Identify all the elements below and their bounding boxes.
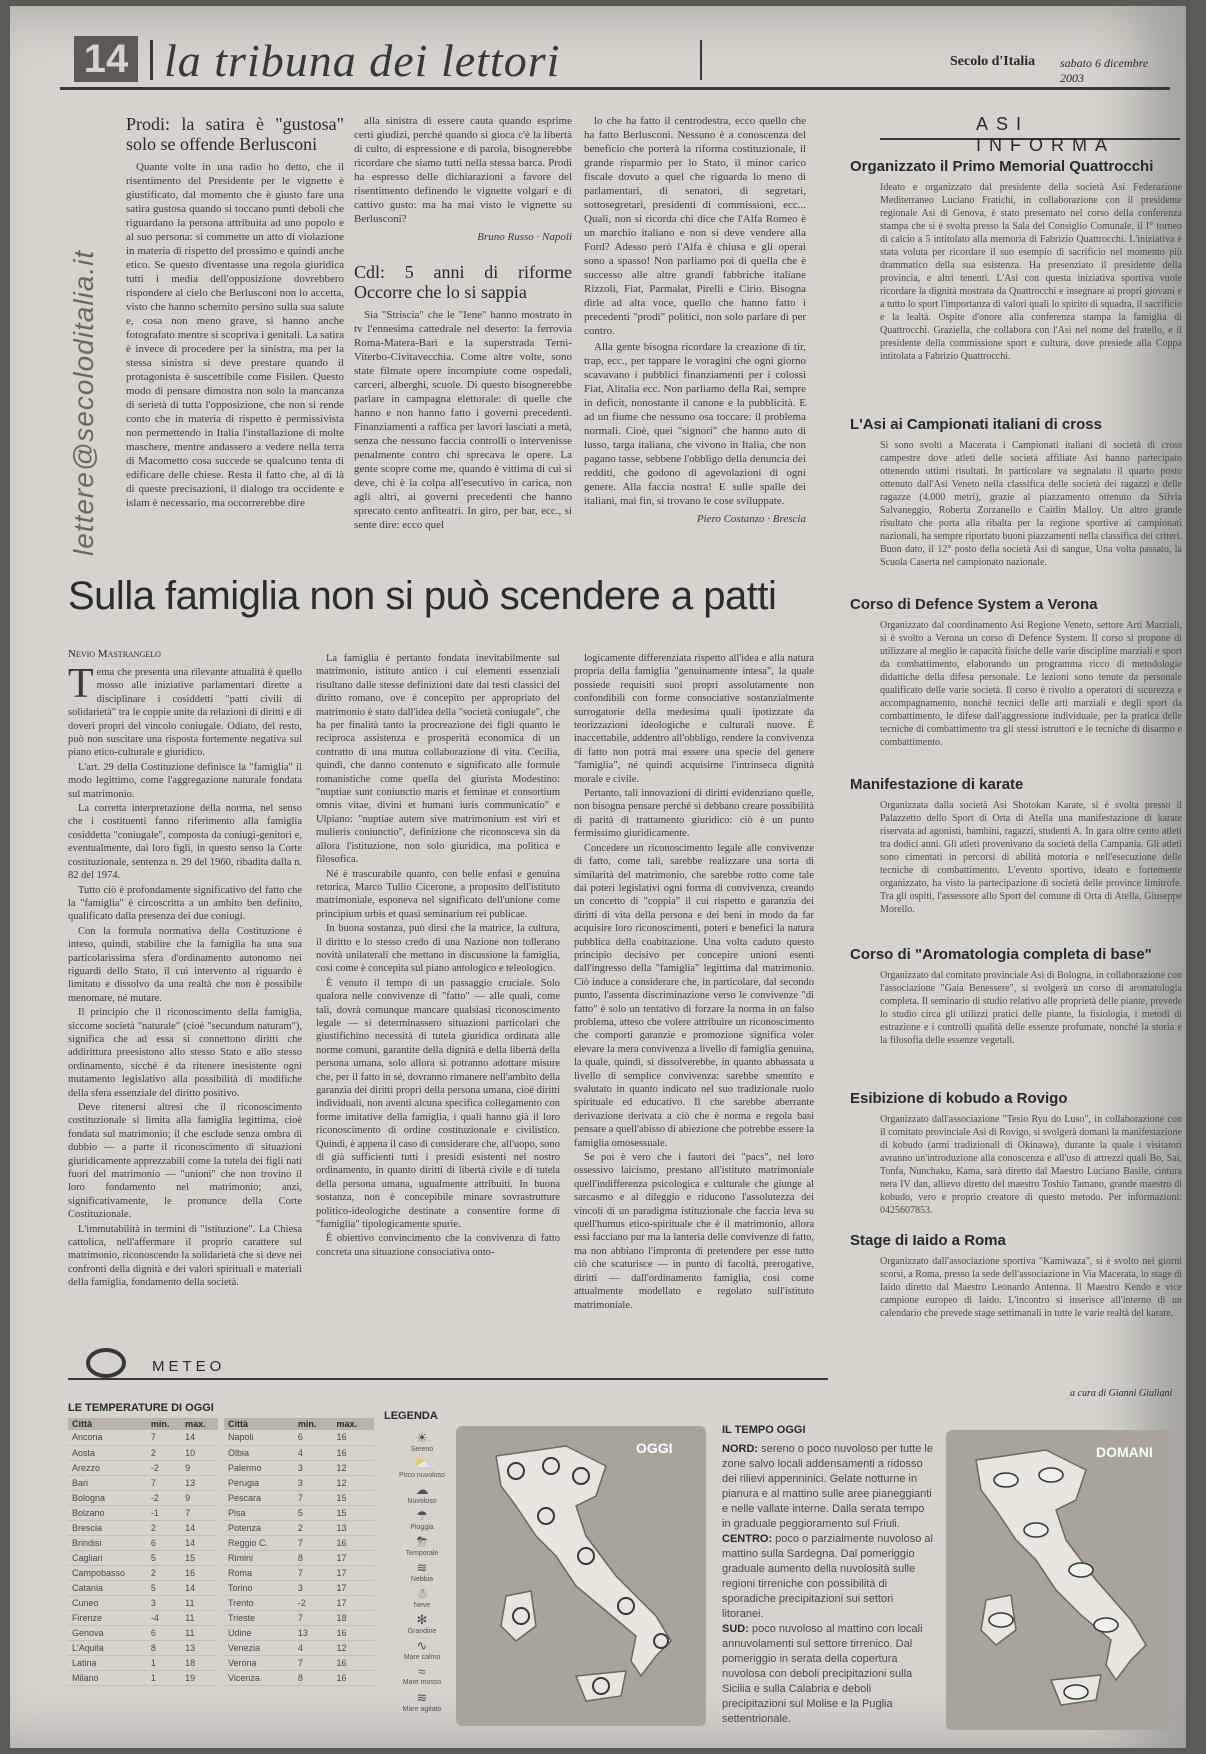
weather-symbol-icon: ☁ [415,1482,429,1497]
temperature-row [68,1565,218,1580]
asi-item-memorial [850,158,1186,406]
temperature-row [224,1445,374,1460]
asi-header [880,106,1180,155]
temp-max: 19 [181,1670,218,1685]
temp-min: -4 [147,1610,181,1625]
temp-max: 18 [181,1655,218,1670]
temp-max: 13 [181,1640,218,1655]
temperature-row [224,1610,374,1625]
temp-city: Roma [224,1565,294,1580]
temperatures-table-left [68,1418,218,1686]
forecast-sud: poco nuvoloso al mattino con locali annuvolamenti sul settore tirrenico. Dal pomeriggio in serata della copertura nuvolosa con deboli precipitazioni sulla Sicilia e sulla Calabria e deboli precipitazioni sul Molise e la Puglia settentrionale. [722,1623,923,1725]
temp-min: 3 [294,1475,333,1490]
article-paragraph: Pertanto, tali innovazioni di diritti evidenziano quelle, non bisogna pensare perché si debbano creare possibilità di parità di trattamento giuridico: ciò è un punto fermissimo giuridicamente. [574,788,814,840]
col-min: min. [147,1418,181,1430]
asi-item-title: Stage di Iaido a Roma [850,1232,1006,1249]
temp-city: Catania [68,1580,147,1595]
letter-signature: Piero Costanzo · Brescia [696,513,806,525]
issue-date: sabato 6 dicembre 2003 [1060,56,1149,85]
temp-max: 15 [332,1505,374,1520]
letter-body: Quante volte in una radio ho detto, che il risentimento del Presidente per le vignette è giustificato, dal momento che è giusto fare una satira gustosa quando si toccano punti deboli che riguardano la persona attribuita ad uno popolo e al suo persona: si commette un atto di violazione in materia di rispetto del prossimo e quindi anche etico. Se questo diventasse una regola giuridica tutti i media dell'opposizione dovrebbero rispondere al cielo che Berlusconi non lo accetta, visto che hanno schernito persino sulla sua salute e, cosa non meno grave, si hanno anche fotografato mentre si scopriva i genitali. La satira è invece di procedere per la sinistra, ma per la stessa sinistra si deve prestare quando il protagonista è suscettibile come Fisilen. Questo modo di pensare dimostra non solo la mancanza di serietà di tutta l'opposizione, che non si rende conto che in materia di rispetto è permissivista non permettendo in Italia l'installazione di molte maschere, mentre andassero a vedere nella terra di Macometto cosa succede se qualcuno tenta di edificare delle chiese. Resta il fatto che, al di là di queste precisazioni, il dialogo tra occidente e islam è necessario, ma occorrerebbe dire [126,161,344,509]
letter-prodi [126,114,344,558]
temp-city: Latina [68,1655,147,1670]
weather-map-today [456,1426,706,1726]
legend-label: Sereno [410,1446,434,1453]
forecast-nord-label: NORD: [722,1443,759,1455]
temperature-row [68,1490,218,1505]
forecast-sud-label: SUD: [722,1623,749,1635]
temp-min: 3 [294,1580,333,1595]
temp-max: 16 [332,1445,374,1460]
temp-min: 7 [147,1430,181,1445]
legend-label: Mare agitato [402,1706,442,1713]
temp-min: -1 [147,1505,181,1520]
temp-max: 9 [181,1460,218,1475]
temperatures-title: LE TEMPERATURE DI OGGI [68,1402,214,1414]
temp-min: 4 [294,1445,333,1460]
article-paragraph: Deve ritenersi altresì che il riconoscimento costituzionale si limita alla famiglia legittima, cioè fondata sul matrimonio; il che esclude senza ombra di dubbio — a parte il riconoscimento di situazioni giuridicamente apprezzabili come la tutela dei figli nati fuori del matrimonio — "unioni" che non trovino il loro fondamento nel matrimonio; anzi, significativamente, le pronunce della Corte Costituzionale. [68,1102,302,1221]
temp-max: 17 [332,1595,374,1610]
temp-city: Napoli [224,1430,294,1445]
temp-max: 9 [181,1490,218,1505]
temp-max: 14 [181,1520,218,1535]
legend-item [394,1560,450,1583]
col-max: max. [332,1418,374,1430]
letter-body: Alla gente bisogna ricordare la creazione di tir, trap, ecc., per tappare le voragini che ogni giorno scavavano i pubblici finanziamenti per i colossi Fiat, Alitalia ecc. Non parliamo della Rai, sempre in deficit, nonostante il canone e la pubblicità. E ad un fiume che nessuno osa toccare: il problema normali. Cioè, quei "signori" che hanno auto di lusso, targa italiana, che vivono in Italia, che non pagano tasse, sebbene l'obbligo della denuncia dei redditi, che godono di agevolazioni di ogni genere. Alla faccia nostra! E sulle spalle dei italiani, mai fin, si trovano le cose sviluppate. [584,341,806,507]
temp-min: 8 [147,1640,181,1655]
temperature-row [68,1580,218,1595]
asi-item-text: Ideato e organizzato dal presidente della società Asi Federazione Mediterraneo Luciano Fratichi, in collaborazione con il presidente regionale Asi di Genova, è stato presentato nel corso della conferenza stampa che si è svolta presso la Sala del Consiglio Comunale, il I° torneo di calcio a 5 intitolato alla memoria di Fabrizio Quattrocchi. L'iniziativa è stata voluta per ricordare il suo esempio di sacrificio nel momento più drammatico della sua esistenza. Ha presenziato il presidente della provincia, e altri tenenti. L'Asi con questa iniziativa sportiva vuole ricordare la dignità mostrata da Quattrocchi e insegnare ai propri giovani e a tutto lo sport l'importanza di valori quali lo spirito di squadra, il sacrificio e la lealtà. Ospite d'onore alla conferenza stampa la famiglia di Quattrocchi. Graziella, che collabora con l'Asi nel nome del fratello, e il presidente della commissione sport e cultura, dove presiede alla Coppa intitolata a Fabrizio Quattrocchi. [880,182,1182,362]
page-number: 14 [74,36,138,82]
asi-item-title: Corso di Defence System a Verona [850,596,1098,613]
temperature-row [68,1505,218,1520]
legend-label: Grandine [407,1628,437,1635]
temperature-row [68,1520,218,1535]
article-paragraph: In buona sostanza, può dirsi che la matrice, la cultura, il diritto e lo stesso credo di una Nazione non tollerano novità unilaterali che mettano in discussione la famiglia, così come è concepita sul piano antologico e teleologico. [316,923,560,975]
temp-min: 3 [147,1595,181,1610]
temp-city: Brindisi [68,1535,147,1550]
article-paragraph: logicamente differenziata rispetto all'idea e alla natura propria della famiglia "genuinamente intesa", la quale possiede requisiti suoi propri assolutamente non confondibili con forme consociative sostanzialmente surrogatorie della medesima quali ipotizzate da teorizzazioni ideologiche e culturali nuove. È inaccettabile, addentro all'obbligo, rendere la convivenza di fatto non potrà mai essere una specie del genere "famiglia", né quindi acquisirne l'intrinseca dignità morale e civile. [574,653,814,785]
weather-symbol-icon: ☀ [416,1430,428,1445]
forecast-text [722,1442,934,1727]
letters-email: lettere@secoloditalia.it [68,249,99,556]
temperature-row [68,1460,218,1475]
meteo-header [68,1358,828,1380]
temp-max: 12 [332,1475,374,1490]
temp-min: 6 [147,1625,181,1640]
temperature-row [224,1430,374,1445]
temp-max: 12 [332,1640,374,1655]
meteo-title: METEO [152,1358,226,1375]
temp-min: 2 [147,1520,181,1535]
temp-max: 13 [332,1520,374,1535]
article-paragraph: Se poi è vero che i fautori dei "pacs", nel loro ossessivo laicismo, prestano all'istituto matrimoniale quell'indifferenza psicologica e culturale che giunge al sarcasmo e al dileggio e riducono l'assolutezza dei vincoli di un paradigma istituzionale che faccia leva su quell'humus etico-spirituale che è il matrimonio, allora essi facciano pur ma la lanteria delle convivenze di fatto, ma non abbiano l'impronta di pretendere per esse tutto ciò che scaturisce — in punto di facoltà, prerogative, diritti — dall'ordinamento famiglia, così come attualmente modellato e regolato sull'istituto matrimoniale. [574,1152,814,1311]
asi-item-kobudo [850,1090,1186,1222]
temp-max: 16 [332,1535,374,1550]
map-today-label: OGGI [636,1440,673,1456]
temp-max: 17 [332,1565,374,1580]
asi-item-aromatologia [850,946,1186,1078]
temp-city: Palermo [224,1460,294,1475]
temp-max: 14 [181,1580,218,1595]
temperature-row [68,1670,218,1685]
temp-city: Campobasso [68,1565,147,1580]
temp-min: 7 [294,1610,333,1625]
legend-item [394,1638,450,1661]
temp-min: 5 [147,1550,181,1565]
weather-symbol-icon: ≋ [416,1560,428,1575]
temp-min: 2 [147,1565,181,1580]
temp-city: Rimini [224,1550,294,1565]
temp-max: 14 [181,1535,218,1550]
article-paragraph: La famiglia è pertanto fondata inevitabilmente sul matrimonio, istituto antico i cui elementi essenziali risultano dalle stesse definizioni date dai testi classici del diritto romano, ove è concepito per appropriato del matrimonio è stato dall'idea della "società coniugale", che ha per finalità tanto la procreazione dei figli quanto le reciproca assistenza e prosperità economica di un contratto di una mutua collaborazione di vita. Cecilia, quindi, che danno contenuto e significato alle formule romanistiche come quella del giurista Modestino: "nuptiae sunt coniunctio maris et feminae et consortium omnis vitae, divini et humani iuris communicatio" e Ulpiano: "nuptiae autem sive matrimonium est viri et mulieris coniunctio", definizione che riconosceva sin da allora l'istituzione, non solo giuridica, ma politica e filosofica. [316,653,560,866]
temp-city: Trento [224,1595,294,1610]
temperature-row [224,1505,374,1520]
temp-city: Milano [68,1670,147,1685]
asi-credits: a cura di Gianni Giuliani [1070,1388,1173,1399]
temp-min: 2 [294,1520,333,1535]
asi-item-title: L'Asi ai Campionati italiani di cross [850,416,1102,433]
weather-map-tomorrow [946,1430,1174,1730]
italy-map-tomorrow [946,1430,1174,1730]
temp-max: 16 [332,1625,374,1640]
map-tomorrow-label: DOMANI [1096,1444,1153,1460]
main-headline: Sulla famiglia non si può scendere a patti [68,574,777,618]
temperature-row [68,1625,218,1640]
temp-max: 16 [332,1430,374,1445]
temp-max: 16 [332,1670,374,1685]
temp-city: Brescia [68,1520,147,1535]
legend-label: Nuvoloso [407,1498,437,1505]
temp-city: Firenze [68,1610,147,1625]
asi-item-cross [850,416,1186,586]
letter-signature: Bruno Russo · Napoli [477,231,572,243]
temp-max: 11 [181,1595,218,1610]
italy-map-today [456,1426,706,1726]
temp-city: Cuneo [68,1595,147,1610]
temp-min: 7 [294,1565,333,1580]
weather-symbol-icon: ☃ [416,1586,428,1601]
asi-item-title: Manifestazione di karate [850,776,1024,793]
temp-city: Torino [224,1580,294,1595]
temperature-row [224,1475,374,1490]
forecast-centro-label: CENTRO: [722,1533,773,1545]
temp-min: 6 [147,1535,181,1550]
temperature-row [224,1625,374,1640]
temp-city: Pisa [224,1505,294,1520]
temperature-row [68,1445,218,1460]
legend-item [394,1534,450,1557]
temp-min: 13 [294,1625,333,1640]
legend-title: LEGENDA [384,1410,438,1422]
temperature-row [68,1640,218,1655]
weather-symbol-icon: ≋ [416,1690,428,1705]
legend-item [394,1430,450,1453]
temp-city: Bologna [68,1490,147,1505]
temp-max: 15 [181,1550,218,1565]
temp-min: -2 [147,1460,181,1475]
article-column-3 [574,652,814,1346]
article-paragraph: Tutto ciò è profondamente significativo del fatto che la "famiglia" è circoscritta a un ambito ben definito, qualificato dalla presenza dei due coniugi. [68,884,302,923]
newspaper-name: Secolo d'Italia [950,54,1036,69]
legend-label: Temporale [405,1550,439,1557]
temperature-row [224,1550,374,1565]
legend-item [394,1664,450,1686]
asi-informa-column [850,106,1186,1446]
asi-item-text: Organizzato dall'associazione "Tesio Ryu do Luso", in collaborazione con il comitato provinciale Asi di Rovigo, si svolgerà domani la manifestazione di kobudo (armi tradizionali di Okinawa), durante la quale i visitatori avranno un'introduzione alla conoscenza e all'uso di attrezzi quali Bo, Sai, Tonfa, Nunchaku, Kama, sarà diretto dal Maestro Luciano Basile, cintura nera IV dan, allievo diretto del maestro Toshio Tamano, grande maestro di kobudo, vero e proprio creatore di questo metodo. Per informazioni: 0425607853. [880,1114,1182,1216]
legend-item [394,1482,450,1505]
temperature-row [224,1670,374,1685]
temp-max: 15 [332,1490,374,1505]
temperature-row [224,1535,374,1550]
weather-symbol-icon: ⛈ [416,1534,428,1549]
article-paragraph: Il principio che il riconoscimento della famiglia, siccome società "naturale" (cioè "secundum naturam"), significa che ad essa si connettono diritti che addirittura preesistono allo stesso Stato e allo stesso ordinamento, sicché è da ritenere inesistente ogni mutamento legislativo alla possibilità di modifiche della sfera essenziale del diritto positivo. [68,1007,302,1099]
asi-item-text: Si sono svolti a Macerata i Campionati italiani di società di cross campestre dove atleti delle società affiliate Asi hanno partecipato ottenendo ottimi risultati. In particolare va segnalato il quarto posto ottenuto dall'Asi Veneto nella classifica delle società dei ragazzi e delle ragazze (4.000 metri), grazie al piazzamento ottenuto da Silvia Salvaneggio, Roberta Zorzanello e Caitlin Malloy. Un altro grande risultato che porta alla ribalta per la regione sportive ai campionati nazionali, ha sempre riportato buoni piazzamenti nella classifica dei criteri. Buon dato, il 12° posto della società Asi di sangue, Una volta passato, la Scuola Caserta nel campionato nazionale. [880,440,1182,568]
temp-max: 14 [181,1430,218,1445]
drop-cap: T [68,666,94,707]
weather-symbol-icon: ✻ [416,1612,428,1627]
temperature-row [68,1475,218,1490]
temp-max: 16 [332,1655,374,1670]
temp-min: 7 [294,1535,333,1550]
temp-city: Bolzano [68,1505,147,1520]
article-paragraph: La corretta interpretazione della norma, nel senso che i costituenti fanno riferimento alla famiglia cosiddetta "coniugale", composta da coniugi-genitori e, eventualmente, dai loro figli, in questo senso la Corte costituzionale, sentenza n. 29 del 1960, ribadita dalla n. 82 del 1974. [68,803,302,882]
letter-continuation: alla sinistra di essere cauta quando esprime certi giudizi, perché quando si gioca c'è la libertà di culto, di espressione e di parola, bisognerebbe ricordare che siamo tutti nella stessa barca. Prodi ha espresso delle dichiarazioni a favore del risentimento definendo le vignette volgari e di cattivo gusto: ma ha mai visto le vignette su Berlusconi? [354,115,572,225]
temp-city: Venezia [224,1640,294,1655]
letter-headline: Cdl: 5 anni di riforme Occorre che lo si sappia [354,262,572,302]
col-min: min. [294,1418,333,1430]
article-column-1 [68,666,302,1346]
legend-label: Nebbia [410,1576,434,1583]
forecast-centro: poco o parzialmente nuvoloso al mattino sulla Sardegna. Dal pomeriggio graduale aumento della nuvolosità sulle regioni tirreniche con possibilità di sporadiche precipitazioni sui settori litoranei. [722,1533,933,1620]
temp-city: Pescara [224,1490,294,1505]
legend-label: Poco nuvoloso [399,1472,445,1479]
weather-symbol-icon: ☂ [416,1508,428,1523]
temp-city: Arezzo [68,1460,147,1475]
temp-min: 3 [294,1460,333,1475]
weather-symbol-icon: ∿ [416,1638,428,1653]
temperature-row [68,1595,218,1610]
temp-city: Verona [224,1655,294,1670]
temp-max: 11 [181,1610,218,1625]
masthead [60,32,1170,90]
temp-min: -2 [147,1490,181,1505]
asi-item-text: Organizzato dal comitato provinciale Asi di Bologna, in collaborazione con l'associazione "Gaia Benessere", si svolgerà un corso di aromatologia completa. Il seminario di studio relativo alle proprietà delle piante, prevede lo studio circa gli utilizzi pratici delle piante, la fisiologia, i metodi di estrazione e i controlli qualità delle essenze profumate, nonché la storia e la filosofia delle essenze vegetali. [880,970,1182,1046]
temp-min: 6 [294,1430,333,1445]
temp-max: 18 [332,1610,374,1625]
temperature-row [224,1490,374,1505]
asi-item-karate [850,776,1186,936]
temp-min: 1 [147,1670,181,1685]
legend-item [394,1612,450,1635]
temperature-row [224,1640,374,1655]
temp-max: 17 [332,1550,374,1565]
letter-column-2 [354,114,572,558]
temp-min: 7 [294,1655,333,1670]
temp-max: 11 [181,1625,218,1640]
title-separator-right [700,40,702,80]
letter-column-3 [584,114,806,558]
temp-max: 12 [332,1460,374,1475]
temp-max: 16 [181,1565,218,1580]
asi-item-iaido [850,1232,1186,1372]
article-paragraph: È obiettivo convincimento che la convivenza di fatto concreta una situazione consociativa onto- [316,1233,560,1258]
temp-city: Bari [68,1475,147,1490]
weather-symbol-icon: ⛅ [413,1456,431,1471]
temperature-row [68,1655,218,1670]
temperature-row [68,1430,218,1445]
legend-label: Mare mosso [402,1679,442,1686]
article-paragraph: È venuto il tempo di un passaggio cruciale. Solo qualora nelle convivenze di "fatto" — alle quali, come tali, dovrà comunque mancare qualsiasi riconoscimento legale — si determinassero situazioni particolari che giustifichino necessità di tutela giuridica ordinata alle norme comuni, garantite della dignità e della libertà della persona umana, solo allora si potranno adottare misure che, per il fatto in sé, dovranno rimanere nell'ambito della garanzia dei diritti propri della persona umana, cioè diritti individuali, non aventi alcuna specifica collegamento con forme imitative della famiglia, i quali hanno già il loro riconoscimento di ordine costituzionale e civilistico. Quindi, è appena il caso di considerare che, all'uopo, sono di già sufficienti tutti i presidi esistenti nel nostro ordinamento, in quanto diritti di libertà civile e di tutela della persona umana, ugualmente attribuiti. In buona sostanza, non è concepibile minare sovrastrutture politico-ideologiche destinate a consentire forme di "famiglia" tipologicamente spurie. [316,977,560,1231]
temp-city: Cagliari [68,1550,147,1565]
temperature-row [68,1610,218,1625]
temp-min: 5 [294,1505,333,1520]
legend-label: Pioggia [410,1524,434,1531]
temp-min: 2 [147,1445,181,1460]
temp-city: Genova [68,1625,147,1640]
forecast-title: IL TEMPO OGGI [722,1424,806,1436]
meteo-logo-icon [86,1348,126,1378]
col-max: max. [181,1418,218,1430]
temp-max: 17 [332,1580,374,1595]
title-separator [150,40,153,80]
temp-min: 7 [147,1475,181,1490]
asi-item-text: Organizzato dall'associazione sportiva "Kamiwaza", si è svolto nei giorni scorsi, a Roma, presso la sede dell'associazione in Via Macerata, lo stage di Iaido diretto dal Maestro Leonardo Antenna. Il Maestro Kendo e vice campione europeo di Iaido. L'incontro si inserisce all'interno di un calendario che prevede stage settimanali in tutte le varie realtà del karate. [880,1256,1182,1319]
temp-max: 13 [181,1475,218,1490]
temp-min: 8 [294,1550,333,1565]
weather-symbol-icon: ≈ [418,1664,426,1679]
newspaper-page [10,6,1186,1748]
col-city: Città [68,1418,147,1430]
section-title: la tribuna dei lettori [164,35,561,86]
temp-city: Ancona [68,1430,147,1445]
temp-max: 7 [181,1505,218,1520]
legend-item [394,1456,450,1479]
temperature-row [224,1520,374,1535]
temperature-row [224,1655,374,1670]
legend-label: Mare calmo [403,1654,441,1661]
forecast-nord: sereno o poco nuvoloso per tutte le zone salvo locali addensamenti a ridosso dei rilievi appenninici. Gelate notturne in pianura e al mattino sulle aree pianeggianti e nelle vallate interne. Dalla serata tempo in graduale peggioramento sul Friuli. [722,1443,933,1530]
temp-min: -2 [294,1595,333,1610]
temp-city: Perugia [224,1475,294,1490]
article-paragraph: Né è trascurabile quanto, con belle enfasi e genuina retorica, Marco Tullio Cicerone, a proposito dell'istituto matrimoniale, esponeva nel significato dell'unione come principium urbis et quasi seminarium rei publicae. [316,868,560,920]
temperature-row [224,1565,374,1580]
temp-max: 10 [181,1445,218,1460]
temp-min: 4 [294,1640,333,1655]
temp-min: 7 [294,1490,333,1505]
article-paragraph: L'art. 29 della Costituzione definisce la "famiglia" il modo legittimo, come l'aggregazione naturale fondata sul matrimonio. [68,761,302,800]
asi-item-text: Organizzato dal coordinamento Asi Regione Veneto, settore Arti Marziali, si è svolto a Verona un corso di Defence System. Il corso si propone di utilizzare al meglio le capacità fisiche delle varie discipline marziali e sport da combattimento, elaborando un programma ricco di metodologie didattiche della difesa personale. Le lezioni sono tenute da personale qualificato delle varie società. Il corso è rivolto a operatori di sicurezza e accompagnamento, nonché tecnici delle arti marziali e degli sport da combattimento, le difese dall'aggressione individuale, per la pratica delle tecniche di combattimento tra gli stessi istruttori e le tecniche di disarmo e combattimento. [880,620,1182,748]
temperatures-table-right [224,1418,374,1686]
letter-headline: Prodi: la satira è "gustosa" solo se offende Berlusconi [126,114,344,154]
article-paragraph: ema che presenta una rilevante attualità è quello mosso alle iniziative parlamentari dirette a disciplinare i cosiddetti "patti civili di solidarietà" tra le coppie unite da relazioni di diritti e di doveri propri del vincolo coniugale. Odiato, del resto, può non suscitare una risposta fortemente negativa sul piano etico-culturale e giuridico. [68,667,302,759]
temp-city: Olbia [224,1445,294,1460]
article-paragraph: L'immutabilità in termini di "istituzione". La Chiesa cattolica, nell'affermare il proprio carattere sul matrimonio, riconoscendo la solidarietà che si deve nei confronti della dignità e dei valori spirituali e materiali della famiglia, fondamento della società. [68,1223,302,1289]
asi-item-defence [850,596,1186,764]
letter-body: Sia "Striscia" che le "Iene" hanno mostrato in tv l'ennesima cattedrale nel deserto: la ferrovia Roma-Matera-Bari e la superstrada Terni-Viterbo-Civitavecchia. Come altre volte, sono state filmate opere incompiute come ospedali, carceri, alberghi, scuole. Di questo bisognerebbe parlare in campagna elettorale: di quelle che hanno e non hanno fatto i governi precedenti. Finanziamenti a raffica per lavori lasciati a metà, senza che nessuno faccia controlli o intervenisse penalmente contro chi sprecava le opere. La gente scopre come me, quando è vittima di cui si deve, chi è la colpa all'esecutivo in carica, non agli altri, ai governi precedenti che hanno sprecato cento anfiteatri. In giro, per bar, ecc., si sente dire: ecco quel [354,309,572,531]
asi-item-text: Organizzata dalla società Asi Shotokan Karate, si è svolta presso il Palazzetto dello Sport di Orta di Atella una manifestazione di karate riservata ad agonisti, bambini, ragazzi, studenti A. In gara oltre cento atleti tra dodici anni. Gli atleti provenivano da società della Campania. Gli atleti sono cimentati in percorsi di abilità motoria e nell'esecuzione delle tecniche di combattimento. L'evento sportivo, ideato e fortemente organizzato, ha visto la partecipazione di società delle province limitrofe. Tra gli ospiti, l'assessore allo Sport del comune di Orta di Atella, Giuseppe Morello. [880,800,1182,915]
asi-item-title: Organizzato il Primo Memorial Quattrocchi [850,158,1154,175]
asi-item-title: Esibizione di kobudo a Rovigo [850,1090,1068,1107]
article-column-2 [316,652,560,1346]
temp-city: Potenza [224,1520,294,1535]
article-paragraph: Con la formula normativa della Costituzione è inteso, quindi, stabilire che la famiglia ha una sua particolarissima sfera d'ordinamento autonomo nei riguardi dello Stato, il cui intervento al riguardo è limitato e dissolvo da una realtà che non è possibile menomare, né mutare. [68,925,302,1004]
temperature-row [224,1460,374,1475]
col-city: Città [224,1418,294,1430]
temp-city: L'Aquila [68,1640,147,1655]
letter-continuation: lo che ha fatto il centrodestra, ecco quello che ha fatto Berlusconi. Nessuno è a conoscenza del beneficio che porterà la riforma costituzionale, il grande risparmio per lo Stato, il minor carico fiscale dovuto a quel che riguarda lo meno di parlamentari, di senatori, di segretari, sottosegretari, presidenti di commissioni, ecc... Quali, non si ricorda chi dice che l'Alfa Romeo è un marchio italiano e non si deve vendere alla Ford? Adesso però l'Alfa è chiusa e gli operai sono a spasso! Non parliamo poi di quella che è successo alle altre grandi fabbriche italiane Rizzoli, Fiat, Parmalat, Pirelli e Cirio. Bisogna dirle ad alta voce, quello che hanno fatto i precedenti "prodi" politici, non solo parlare di per contro. [584,115,806,337]
temp-min: 1 [147,1655,181,1670]
temperature-row [224,1580,374,1595]
legend-item [394,1586,450,1609]
asi-title: ASI INFORMA [976,114,1115,155]
temperature-row [68,1550,218,1565]
legend-label: Neve [413,1602,431,1609]
temperature-row [224,1595,374,1610]
temp-city: Vicenza [224,1670,294,1685]
temp-city: Aosta [68,1445,147,1460]
legend-item [394,1690,450,1713]
article-paragraph: Concedere un riconoscimento legale alle convivenze di fatto, come tali, sarebbe realizzare una sorta di similarità del matrimonio, che sarebbe rotto come tale dai poteri legislativi ogni forma di convivenza, creando un concetto di "coppia" il cui rispetto e garanzia dei diritti di vita della persona e dei beni in modo da far acquisire loro riconoscimenti, poteri e benefici la natura pubblica della coabitazione. Una volta caduto questo principio decisivo per concepire unioni esenti dall'ingresso della "famiglia" legittima dal matrimonio. Ciò induce a considerare che, in particolare, dal secondo punto, l'assenta discriminazione verso le convivenze "di fatto" è solo un tentativo di forzare la norma in un falso problema, atteso che volere attribuire un riconoscimento che comporti garanzie e promozione significa voler elevare la mera convivenza a livello di famiglia genuina, la quale, quindi, si dissolverebbe, in quanto abbassata a livello di semplice convivenza: sarebbe smentito e svalutato in quanto indicato nel suo tradizionale ruolo spirituale ed educativo. Il che sarebbe aberrante derivazione derivata a ciò che è norma e regola basi pensare a quell'abisso di abiezione che potrebbe essere la famiglia omosessuale. [574,842,814,1149]
legend-item [394,1508,450,1531]
temp-min: 8 [294,1670,333,1685]
asi-item-title: Corso di "Aromatologia completa di base" [850,946,1152,963]
temp-min: 5 [147,1580,181,1595]
article-author: Nevio Mastrangelo [68,648,161,660]
temp-city: Trieste [224,1610,294,1625]
temperature-row [68,1535,218,1550]
temp-city: Reggio C. [224,1535,294,1550]
temp-city: Udine [224,1625,294,1640]
